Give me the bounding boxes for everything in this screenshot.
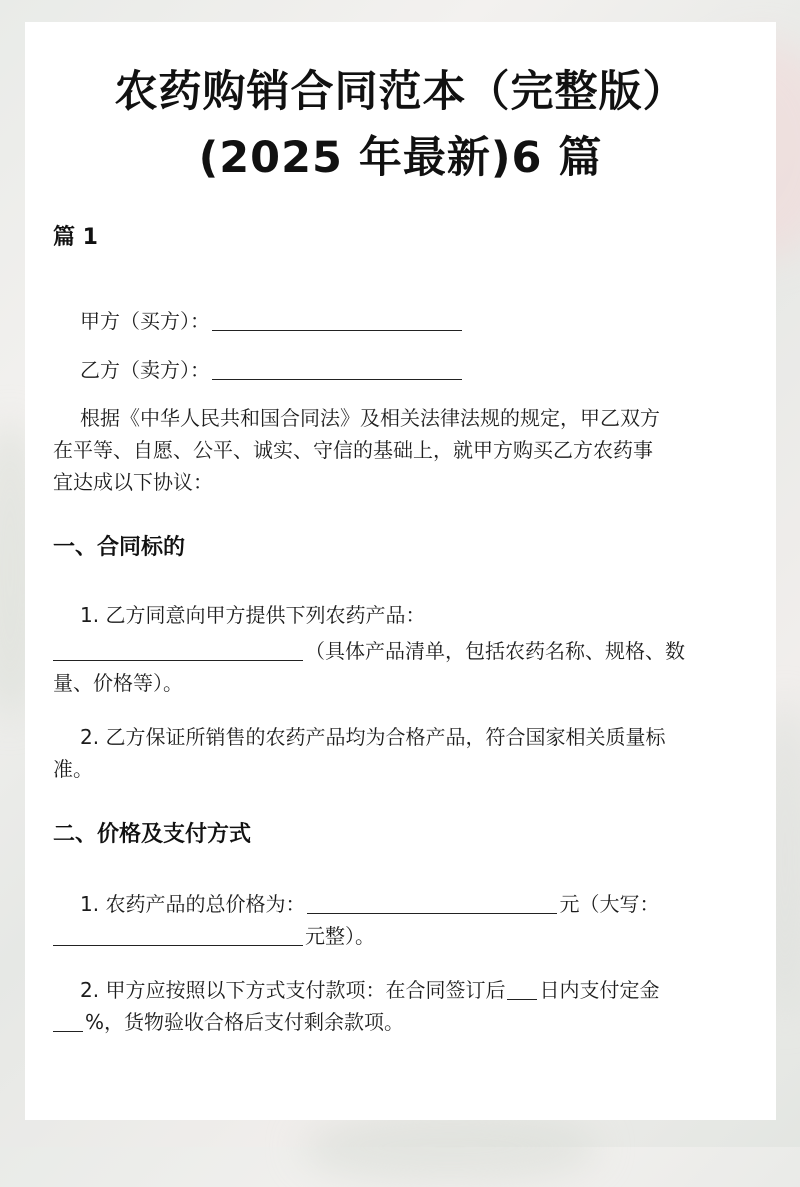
s2-item2-text-c: %，货物验收合格后支付剩余款项。 [85,1010,405,1034]
s2-item2-line2 [53,1006,743,1038]
document-title-line1: 农药购销合同范本（完整版） [114,67,687,117]
s2-item2-text-a: 2. 甲方应按照以下方式支付款项：在合同签订后 [80,978,506,1002]
party-a-blank [212,308,462,331]
s1-item1-line1: 1. 乙方同意向甲方提供下列农药产品： [80,603,426,627]
s2-item1-line2 [53,920,743,952]
party-b-line [53,354,770,386]
s2-item2-line1 [53,974,770,1006]
s1-item2-line1: 2. 乙方保证所销售的农药产品均为合格产品，符合国家相关质量标 [80,725,666,749]
intro-line-3: 宜达成以下协议： [53,470,213,494]
s2-item1-text-c: 元整）。 [305,924,375,948]
s2-deposit-percent-blank [53,1009,83,1032]
s2-item2-text-b: 日内支付定金 [539,978,660,1002]
document-page [25,22,776,1120]
s2-item1-text-b: 元（大写： [559,892,660,916]
s1-item1-line3: 量、价格等）。 [53,671,183,695]
part-label: 篇 1 [53,225,98,250]
intro-line-2: 在平等、自愿、公平、诚实、守信的基础上，就甲方购买乙方农药事 [53,438,653,462]
s1-item2-line2: 准。 [53,757,93,781]
s2-item1-text-a: 1. 农药产品的总价格为： [80,892,306,916]
section-1-title: 一、合同标的 [53,535,186,560]
s1-item1-blank [53,638,303,661]
party-a-label: 甲方（买方）： [80,309,210,333]
party-b-label: 乙方（卖方）： [80,358,210,382]
s2-item1-line1 [53,888,770,920]
s1-item1-line2-text: （具体产品清单，包括农药名称、规格、数 [305,639,685,663]
s2-total-price-blank [307,891,557,914]
party-b-blank [212,357,462,380]
s1-item1-line2 [53,635,743,667]
section-2-title: 二、价格及支付方式 [53,822,252,847]
intro-line-1: 根据《中华人民共和国合同法》及相关法律法规的规定，甲乙双方 [80,406,660,430]
document-title-line2: (2025 年最新)6 篇 [198,133,603,183]
party-a-line [53,305,770,337]
s2-days-blank [507,977,537,1000]
s2-price-capital-blank [53,923,303,946]
